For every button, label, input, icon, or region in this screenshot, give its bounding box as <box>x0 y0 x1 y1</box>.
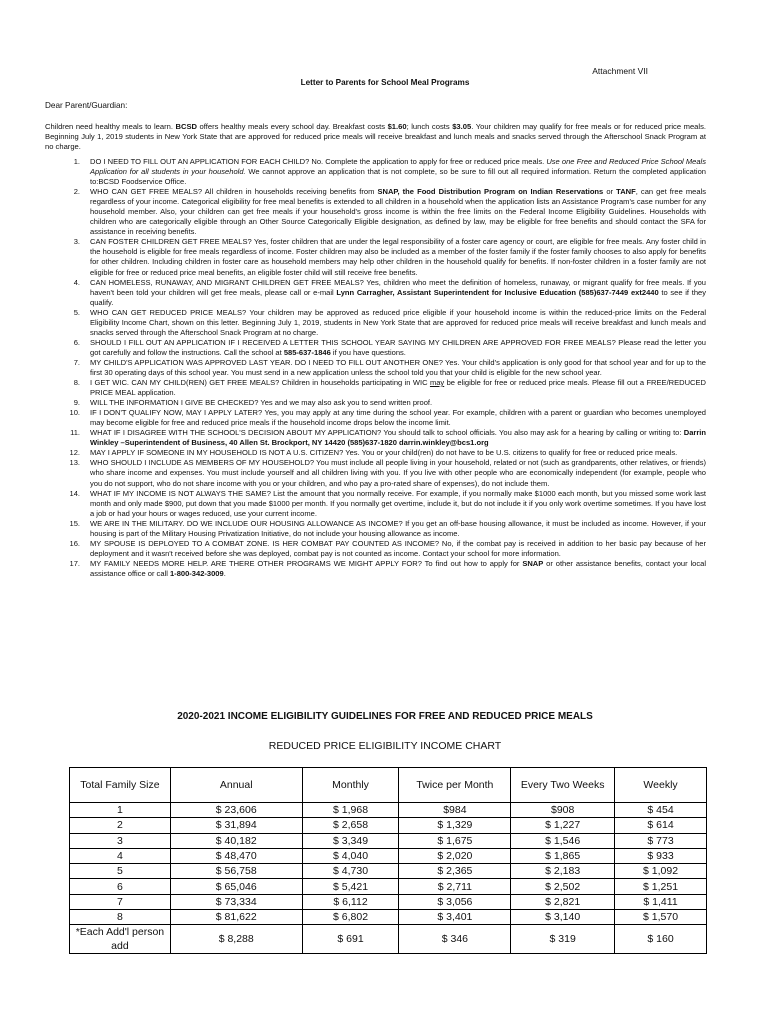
table-cell: 2 <box>70 818 171 833</box>
faq-text: WHO CAN GET REDUCED PRICE MEALS? Your children may be approved as reduced price eligible if your household income is within the reduced-price limits on the Federal Eligibility Income Chart, shown on this letter. Beginning July 1, 2019, students in New York State that are approved for reduced price meals will receive breakfast and lunch meals and snacks served through the Afterschool Snack Program at no charge. <box>90 307 706 337</box>
faq-item <box>45 237 706 277</box>
table-cell: $ 5,421 <box>302 879 399 894</box>
faq-number: 17. <box>69 558 80 568</box>
faq-item <box>45 378 706 398</box>
faq-text: WHAT IF MY INCOME IS NOT ALWAYS THE SAME? List the amount that you normally receive. For example, if you normally make $1000 each month, but you missed some work last month and only made $900, put down that you made $1000 per month. If you normally get overtime, include it, but do not include it if you only work overtime sometimes. If you have lost a job or had your hours or wages reduced, use your current income. <box>90 488 706 518</box>
table-row <box>70 910 707 925</box>
faq-item <box>45 519 706 539</box>
faq-number: 14. <box>69 488 80 498</box>
faq-text: MY SPOUSE IS DEPLOYED TO A COMBAT ZONE. IS HER COMBAT PAY COUNTED AS INCOME? No, if the combat pay is received in addition to her basic pay because of her deployment and it wasn't received before she was deployed, combat pay is not counted as income. Contact your school for more information. <box>90 538 706 558</box>
table-cell: $ 1,227 <box>511 818 615 833</box>
table-cell: $ 23,606 <box>170 803 302 818</box>
table-cell: $ 1,411 <box>615 894 707 909</box>
table-body <box>70 803 707 954</box>
table-cell: $ 1,251 <box>615 879 707 894</box>
faq-text-part: DO I NEED TO FILL OUT AN APPLICATION FOR EACH CHILD? No. Complete the application to apply for free or reduced price meals. <box>90 157 547 166</box>
table-cell: $ 6,112 <box>302 894 399 909</box>
table-cell: $ 1,865 <box>511 848 615 863</box>
table-cell: $ 773 <box>615 833 707 848</box>
attachment-label: Attachment VII <box>592 66 648 76</box>
faq-text-part: to see if they qualify. <box>90 287 707 307</box>
income-chart-title: REDUCED PRICE ELIGIBILITY INCOME CHART <box>268 740 502 752</box>
faq-item <box>45 428 706 448</box>
faq-number: 16. <box>69 538 80 548</box>
table-cell: $ 614 <box>615 818 707 833</box>
faq-item <box>45 408 706 428</box>
faq-number: 1. <box>73 157 80 166</box>
table-cell: $ 56,758 <box>170 864 302 879</box>
faq-item <box>45 157 706 187</box>
table-cell: $984 <box>399 803 511 818</box>
table-cell: 8 <box>70 910 171 925</box>
faq-item <box>45 448 706 458</box>
table-cell: $ 3,056 <box>399 894 511 909</box>
table-cell: 3 <box>70 833 171 848</box>
table-cell: $ 346 <box>399 925 511 954</box>
faq-text: CAN FOSTER CHILDREN GET FREE MEALS? Yes, foster children that are under the legal responsibility of a foster care agency or court, are eligible for free meals. Any foster child in the household is eligible for free meals regardless of income. Foster children may also be included as a member of the foster family if the foster family chooses to also apply for benefits for other children. Including children in foster care as household members may help other children in the household qualify for benefits. If non-foster children in a foster family are not eligible for free or reduced price meal benefits, an eligible foster child will still receive free benefits. <box>90 237 706 277</box>
faq-text <box>90 278 706 308</box>
faq-text-part: 1-800-342-3009 <box>169 568 224 578</box>
faq-text-part: or other assistance benefits, contact your local assistance office or call <box>90 558 707 578</box>
faq-item <box>45 458 706 488</box>
faq-item <box>45 338 706 358</box>
faq-text-part: TANF <box>616 187 636 197</box>
faq-item <box>45 358 706 378</box>
faq-text-part: 585-637-1846 <box>283 347 331 357</box>
faq-text-part: Use one Free and Reduced Price School Meals Application for all students in your household. <box>90 157 706 177</box>
faq-number: 13. <box>69 458 80 468</box>
guidelines-title: 2020-2021 INCOME ELIGIBILITY GUIDELINES FOR FREE AND REDUCED PRICE MEALS <box>177 711 593 722</box>
table-cell: $ 454 <box>615 803 707 818</box>
table-row <box>70 803 707 818</box>
faq-number: 7. <box>73 357 80 367</box>
letter-title: Letter to Parents for School Meal Programs <box>300 78 470 87</box>
salutation: Dear Parent/Guardian: <box>45 101 128 110</box>
faq-text-part: I GET WIC. CAN MY CHILD(REN) GET FREE MEALS? Children in households participating in WIC <box>90 378 430 388</box>
faq-text-part: may <box>429 378 445 388</box>
faq-item <box>45 398 706 408</box>
table-cell: $ 1,329 <box>399 818 511 833</box>
table-cell: 4 <box>70 848 171 863</box>
table-header-row <box>70 768 707 803</box>
table-row <box>70 925 707 954</box>
faq-text-part: . <box>223 568 226 578</box>
table-row <box>70 864 707 879</box>
table-cell: $ 2,502 <box>511 879 615 894</box>
table-cell: $ 40,182 <box>170 833 302 848</box>
table-cell: $ 31,894 <box>170 818 302 833</box>
faq-item <box>45 278 706 308</box>
table-cell: $ 2,711 <box>399 879 511 894</box>
table-cell: $ 8,288 <box>170 925 302 954</box>
faq-text-part: , can get free meals regardless of your income. Categorical eligibility for free meal benefits is extended to all children in a household when the application lists an Assistance Program's case number for any household member. Also, your children can get free meals if your household's gross income is within the free limits on the Federal Income Eligibility Guidelines. Households with children who are categorically eligible through an Other Source Categorically Eligible designation, as defined by law, may be eligible for free benefits and should contact the SFA for assistance in receiving benefits. <box>90 187 707 237</box>
table-cell: $ 1,092 <box>615 864 707 879</box>
header-family-size: Total Family Size <box>70 768 171 803</box>
income-eligibility-table <box>69 767 707 954</box>
table-row <box>70 833 707 848</box>
breakfast-cost: $1.60 <box>387 122 407 131</box>
faq-text: WHO SHOULD I INCLUDE AS MEMBERS OF MY HOUSEHOLD? You must include all people living in your household, related or not (such as grandparents, other relatives, or friends) who share income and expenses. You must include yourself and all children living with you. If you live with other people who are economically independent (for example, people who you do not support, who do not share income with you or your children, and who pay a pro-rated share of expenses), do not include them. <box>90 458 706 488</box>
intro-text: Children need healthy meals to learn. <box>45 122 176 131</box>
table-cell: 5 <box>70 864 171 879</box>
header-monthly: Monthly <box>302 768 399 803</box>
table-cell: $ 4,730 <box>302 864 399 879</box>
table-row <box>70 894 707 909</box>
table-cell: $ 4,040 <box>302 848 399 863</box>
table-cell: $ 1,675 <box>399 833 511 848</box>
faq-number: 5. <box>73 307 80 317</box>
faq-number: 15. <box>69 518 80 528</box>
table-cell: 7 <box>70 894 171 909</box>
table-cell: $ 3,140 <box>511 910 615 925</box>
intro-text: offers healthy meals every school day. Breakfast costs <box>197 122 388 131</box>
faq-number: 12. <box>69 448 80 458</box>
intro-district: BCSD <box>175 122 198 131</box>
faq-text-part: WHO CAN GET FREE MEALS? All children in households receiving benefits from <box>90 187 378 197</box>
faq-number: 11. <box>70 428 80 438</box>
faq-text: MY CHILD'S APPLICATION WAS APPROVED LAST YEAR. DO I NEED TO FILL OUT ANOTHER ONE? Yes. Your child's application is only good for that school year and for up to the first 30 operating days of this school year. You must send in a new application unless the school told you that your child is eligible for the new school year. <box>90 357 706 377</box>
faq-number: 8. <box>73 378 80 388</box>
faq-text <box>90 559 706 579</box>
faq-number: 3. <box>73 237 80 247</box>
header-every-two-weeks: Every Two Weeks <box>511 768 615 803</box>
table-cell: 6 <box>70 879 171 894</box>
intro-paragraph <box>45 122 706 153</box>
faq-text-part: SNAP <box>522 558 544 568</box>
table-cell: $ 3,401 <box>399 910 511 925</box>
faq-list <box>45 157 706 579</box>
faq-text: IF I DON'T QUALIFY NOW, MAY I APPLY LATER? Yes, you may apply at any time during the school year. For example, children with a parent or guardian who becomes unemployed may become eligible for free and reduced price meals if the household income drops below the income limit. <box>90 408 706 428</box>
faq-text-part: SNAP, the Food Distribution Program on Indian Reservations <box>377 187 604 197</box>
table-cell: $ 81,622 <box>170 910 302 925</box>
faq-item <box>45 539 706 559</box>
faq-text-part: MY FAMILY NEEDS MORE HELP. ARE THERE OTHER PROGRAMS WE MIGHT APPLY FOR? To find out how to apply for <box>90 558 523 568</box>
table-cell: $ 2,183 <box>511 864 615 879</box>
table-cell: $908 <box>511 803 615 818</box>
faq-text <box>90 157 706 187</box>
table-cell: $ 73,334 <box>170 894 302 909</box>
faq-text <box>90 378 706 398</box>
faq-number: 9. <box>73 398 80 408</box>
faq-item <box>45 308 706 338</box>
table-cell: $ 2,821 <box>511 894 615 909</box>
faq-number: 2. <box>73 187 80 197</box>
faq-text-part: CAN HOMELESS, RUNAWAY, AND MIGRANT CHILDREN GET FREE MEALS? Yes, children who meet the definition of homeless, runaway, or migrant qualify for free meals. If you haven't been told your children will get free meals, please call or e-mail <box>90 277 706 297</box>
table-cell: $ 160 <box>615 925 707 954</box>
faq-number: 10. <box>69 408 80 418</box>
faq-text: MAY I APPLY IF SOMEONE IN MY HOUSEHOLD IS NOT A U.S. CITIZEN? Yes. You or your child(ren) do not have to be U.S. citizens to qualify for free or reduced price meals. <box>90 448 678 458</box>
intro-text: ; lunch costs <box>406 122 453 131</box>
table-cell: $ 3,349 <box>302 833 399 848</box>
table-cell: $ 65,046 <box>170 879 302 894</box>
faq-text-part: We cannot approve an application that is not complete, so be sure to fill out all required information. Return the completed application to:BCSD Foodservice Office. <box>90 167 706 187</box>
table-cell: $ 2,365 <box>399 864 511 879</box>
table-cell: $ 6,802 <box>302 910 399 925</box>
header-weekly: Weekly <box>615 768 707 803</box>
faq-text <box>90 187 706 237</box>
table-row <box>70 818 707 833</box>
faq-item <box>45 489 706 519</box>
table-cell: *Each Add'l person add <box>70 925 171 954</box>
table-row <box>70 848 707 863</box>
faq-text-part: Darrin Winkley –Superintendent of Business, 40 Allen St. Brockport, NY 14420 (585)637-1820 darrin.winkley@bcs1.org <box>90 428 706 448</box>
faq-text: WILL THE INFORMATION I GIVE BE CHECKED? Yes and we may also ask you to send written proof. <box>90 398 433 408</box>
faq-text-part: WHAT IF I DISAGREE WITH THE SCHOOL'S DECISION ABOUT MY APPLICATION? You should talk to school officials. You also may ask for a hearing by calling or writing to: <box>90 428 684 438</box>
faq-item <box>45 187 706 237</box>
faq-text-part: SHOULD I FILL OUT AN APPLICATION IF I RECEIVED A LETTER THIS SCHOOL YEAR SAYING MY CHILDREN ARE APPROVED FOR FREE MEALS? Please read the letter you got carefully and follow the instructions. Call the school at <box>90 337 706 357</box>
faq-text-part: be eligible for free or reduced price meals. Please fill out a FREE/REDUCED PRICE MEAL application. <box>90 378 706 398</box>
table-cell: $ 319 <box>511 925 615 954</box>
faq-text <box>90 428 706 448</box>
lunch-cost: $3.05 <box>452 122 472 131</box>
table-cell: $ 1,570 <box>615 910 707 925</box>
intro-text: . Your children may qualify for free meals or for reduced price meals. Beginning July 1, 2019 students in New York State that are approved for reduced price meals will receive breakfast and lunch meals and snacks served through the Afterschool Snack Program at no charge. <box>45 122 706 152</box>
faq-text-part: if you have questions. <box>330 347 406 357</box>
faq-number: 4. <box>73 277 80 287</box>
table-cell: $ 691 <box>302 925 399 954</box>
table-cell: 1 <box>70 803 171 818</box>
faq-text <box>90 338 706 358</box>
table-cell: $ 1,546 <box>511 833 615 848</box>
faq-text-part: or <box>603 187 617 197</box>
header-twice-per-month: Twice per Month <box>399 768 511 803</box>
table-row <box>70 879 707 894</box>
faq-number: 6. <box>73 337 80 347</box>
faq-item <box>45 559 706 579</box>
table-cell: $ 1,968 <box>302 803 399 818</box>
faq-text: WE ARE IN THE MILITARY. DO WE INCLUDE OUR HOUSING ALLOWANCE AS INCOME? If you get an off-base housing allowance, it must be included as income. However, if your housing is part of the Military Housing Privatization Initiative, do not include your housing allowance as income. <box>90 518 706 538</box>
header-annual: Annual <box>170 768 302 803</box>
table-cell: $ 48,470 <box>170 848 302 863</box>
table-cell: $ 933 <box>615 848 707 863</box>
table-cell: $ 2,020 <box>399 848 511 863</box>
faq-text-part: Lynn Carragher, Assistant Superintendent for Inclusive Education (585)637-7449 ext2440 <box>336 287 659 297</box>
table-cell: $ 2,658 <box>302 818 399 833</box>
